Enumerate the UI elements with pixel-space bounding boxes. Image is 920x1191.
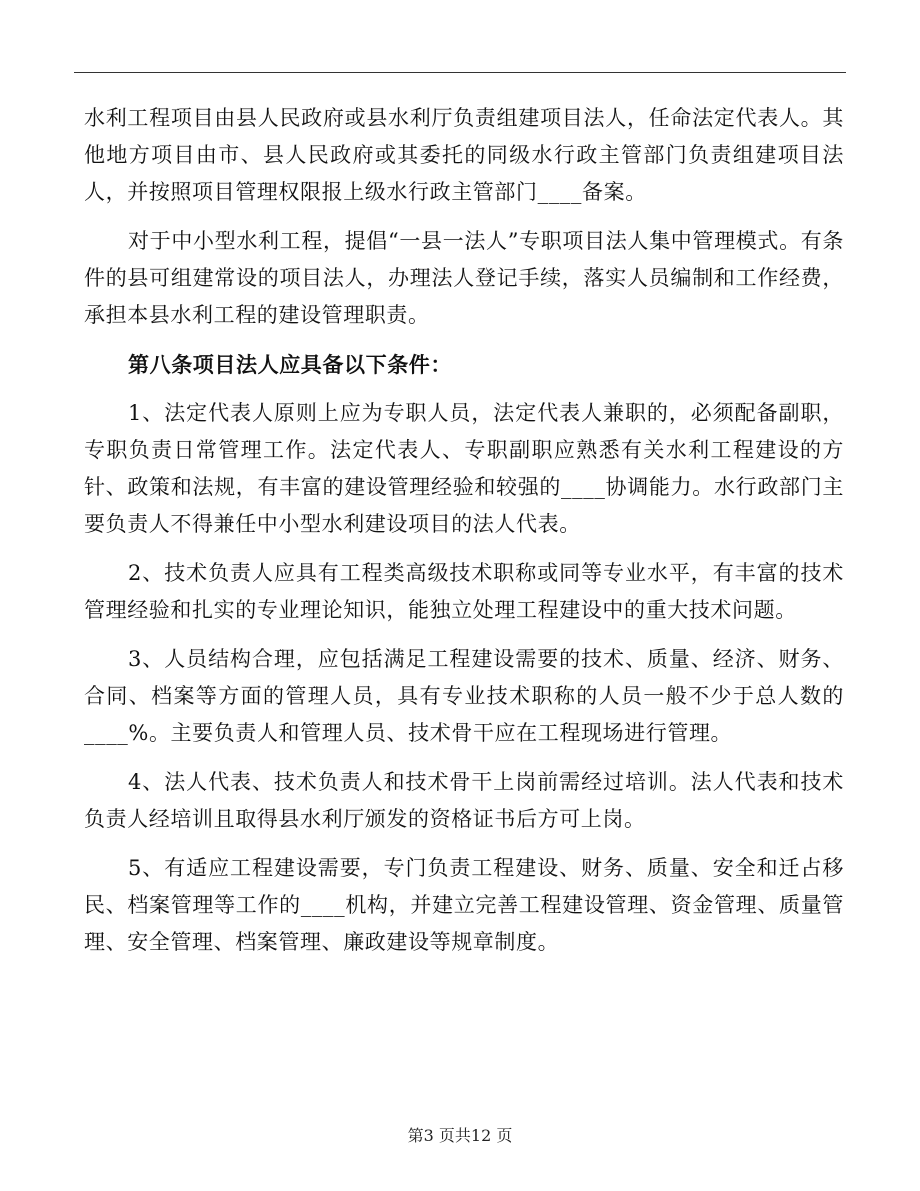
document-body bbox=[84, 100, 844, 973]
condition-item-4: 4、法人代表、技术负责人和技术骨干上岗前需经过培训。法人代表和技术负责人经培训且取得县水利厅颁发的资格证书后方可上岗。 bbox=[84, 770, 844, 831]
condition-item-3: 3、人员结构合理，应包括满足工程建设需要的技术、质量、经济、财务、合同、档案等方面的管理人员，具有专业技术职称的人员一般不少于总人数的____%。主要负责人和管理人员、技术骨干应在工程现场进行管理。 bbox=[84, 647, 844, 745]
header-rule bbox=[74, 72, 846, 73]
condition-item-5: 5、有适应工程建设需要，专门负责工程建设、财务、质量、安全和迁占移民、档案管理等工作的____机构，并建立完善工程建设管理、资金管理、质量管理、安全管理、档案管理、廉政建设等规章制度。 bbox=[84, 856, 844, 954]
condition-item-2: 2、技术负责人应具有工程类高级技术职称或同等专业水平，有丰富的技术管理经验和扎实的专业理论知识，能独立处理工程建设中的重大技术问题。 bbox=[84, 561, 844, 622]
paragraph-small-medium-projects: 对于中小型水利工程，提倡“一县一法人”专职项目法人集中管理模式。有条件的县可组建常设的项目法人，办理法人登记手续，落实人员编制和工作经费，承担本县水利工程的建设管理职责。 bbox=[84, 229, 844, 327]
paragraph-project-legal-person-formation: 水利工程项目由县人民政府或县水利厅负责组建项目法人，任命法定代表人。其他地方项目由市、县人民政府或其委托的同级水行政主管部门负责组建项目法人，并按照项目管理权限报上级水行政主管部门____备案。 bbox=[84, 106, 844, 204]
page-number-footer: 第3 页共12 页 bbox=[407, 1126, 513, 1145]
article-eight-heading: 第八条项目法人应具备以下条件： bbox=[128, 352, 452, 377]
condition-item-1: 1、法定代表人原则上应为专职人员，法定代表人兼职的，必须配备副职，专职负责日常管理工作。法定代表人、专职副职应熟悉有关水利工程建设的方针、政策和法规，有丰富的建设管理经验和较强的____协调能力。水行政部门主要负责人不得兼任中小型水利建设项目的法人代表。 bbox=[84, 401, 844, 536]
